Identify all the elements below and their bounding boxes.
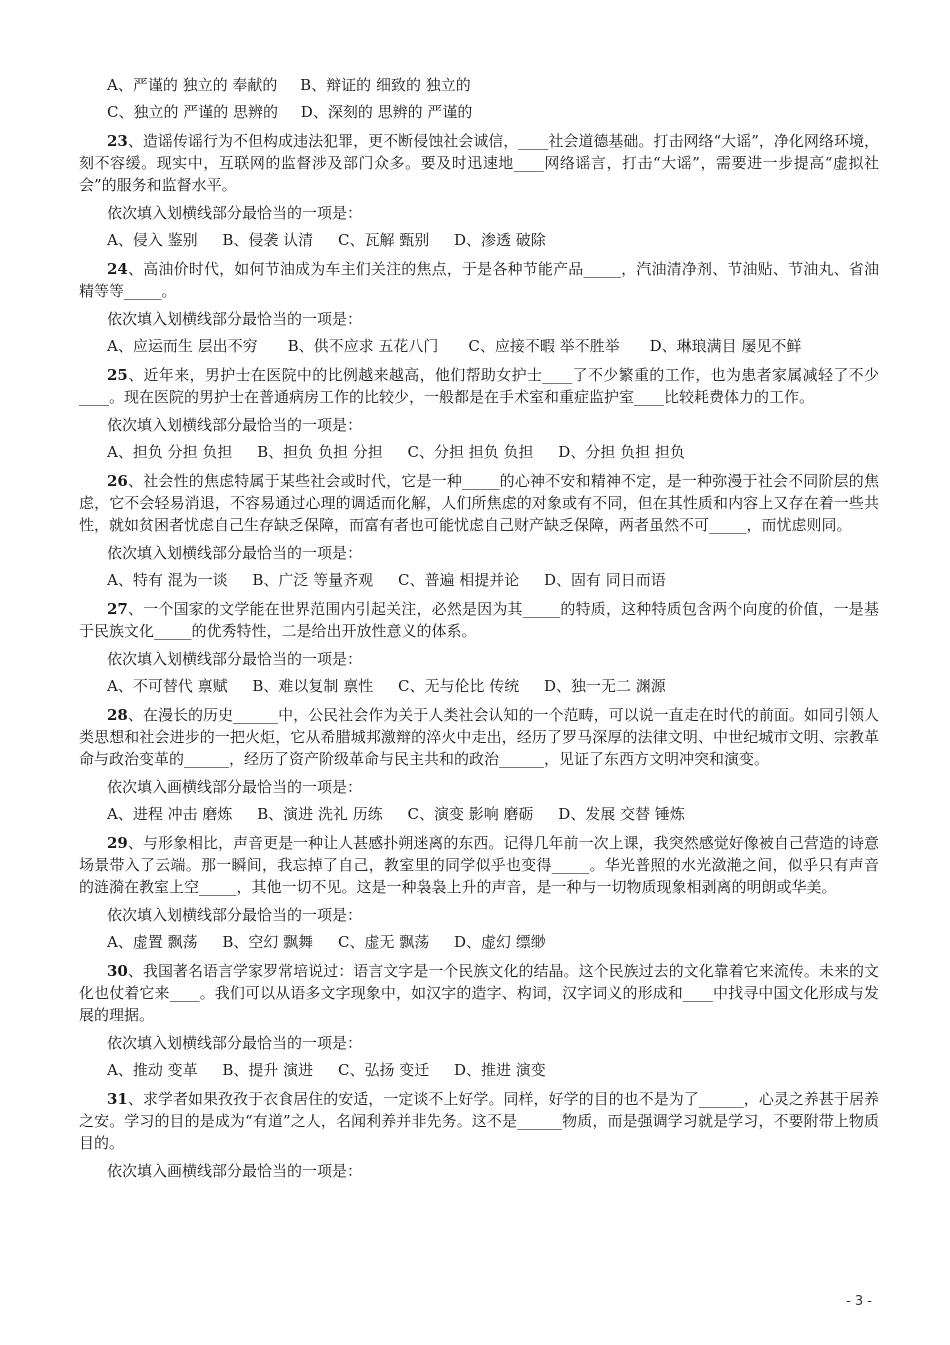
option-d: D、分担 负担 担负 — [558, 443, 685, 461]
option-c: C、虚无 飘荡 — [337, 933, 430, 951]
option-d: D、深刻的 思辨的 严谨的 — [300, 103, 473, 121]
question-number: 25 — [107, 366, 128, 384]
option-b: B、广泛 等量齐观 — [252, 571, 374, 589]
question-prompt: 依次填入画横线部分最恰当的一项是： — [107, 1162, 363, 1180]
option-d: D、固有 同日而语 — [544, 571, 666, 589]
option-a: A、担负 分担 负担 — [107, 443, 233, 461]
question-number: 23 — [107, 132, 128, 150]
question-prompt: 依次填入画横线部分最恰当的一项是： — [107, 778, 363, 796]
option-d: D、推进 演变 — [454, 1061, 546, 1079]
option-c: C、分担 担负 负担 — [407, 443, 534, 461]
option-b: B、演进 洗礼 历练 — [257, 805, 383, 823]
option-a: A、严谨的 独立的 奉献的 — [107, 76, 278, 94]
question-text: 、在漫长的历史______中，公民社会作为关于人类社会认知的一个范畴，可以说一直走在时代的前面。如同引领人类思想和社会进步的一把火炬，它从希腊城邦激辩的淬火中走出，经历了罗马深厚的法律文明、中世纪城市文明、宗教革命与政治变革的______，经历了资产阶级革命与民主共和的政治______，见证了东西方文明冲突和演变。 — [79, 706, 879, 768]
question-27 — [79, 598, 879, 642]
option-d: D、虚幻 缥缈 — [454, 933, 546, 951]
question-prompt: 依次填入划横线部分最恰当的一项是： — [107, 906, 363, 924]
question-prompt: 依次填入划横线部分最恰当的一项是： — [107, 1034, 363, 1052]
question-text: 、造谣传谣行为不但构成违法犯罪，更不断侵蚀社会诚信，____社会道德基础。打击网络“大谣”，净化网络环境，刻不容缓。现实中，互联网的监督涉及部门众多。要及时迅速地____网络谣言，打击“大谣”，需要进一步提高“虚拟社会”的服务和监督水平。 — [79, 132, 879, 194]
options-row — [107, 931, 879, 953]
question-prompt: 依次填入划横线部分最恰当的一项是： — [107, 310, 363, 328]
question-number: 29 — [107, 834, 128, 852]
question-25 — [79, 364, 879, 408]
question-text: 、社会性的焦虑特属于某些社会或时代，它是一种_____的心神不安和精神不定，是一种弥漫于社会不同阶层的焦虑，它不会轻易消退，不容易通过心理的调适而化解，人们所焦虑的对象或有不同，但在其性质和内容上又存在着一些共性，就如贫困者忧虑自己生存缺乏保障，而富有者也可能忧虑自己财产缺乏保障，两者虽然不可_____，而忧虑则同。 — [79, 472, 879, 534]
option-a: A、虚置 飘荡 — [107, 933, 198, 951]
question-text: 、与形象相比，声音更是一种让人甚感扑朔迷离的东西。记得几年前一次上课，我突然感觉好像被自己营造的诗意场景带入了云端。那一瞬间，我忘掉了自己，教室里的同学似乎也变得_____。华光普照的水光潋滟之间，似乎只有声音的涟漪在教室上空_____，其他一切不见。这是一种袅袅上升的声音，是一种与一切物质现象相剥离的明朗或华美。 — [79, 834, 879, 896]
question-number: 24 — [107, 260, 128, 278]
option-row — [107, 74, 879, 96]
option-b: B、难以复制 禀性 — [252, 677, 374, 695]
option-row — [107, 101, 879, 123]
question-prompt: 依次填入划横线部分最恰当的一项是： — [107, 650, 363, 668]
option-c: C、独立的 严谨的 思辨的 — [107, 103, 279, 121]
question-31 — [79, 1088, 879, 1154]
option-a: A、推动 变革 — [107, 1061, 198, 1079]
question-24 — [79, 258, 879, 302]
question-number: 27 — [107, 600, 128, 618]
option-a: A、不可替代 禀赋 — [107, 677, 228, 695]
question-prompt: 依次填入划横线部分最恰当的一项是： — [107, 204, 363, 222]
question-text: 、一个国家的文学能在世界范围内引起关注，必然是因为其_____的特质，这种特质包含两个向度的价值，一是基于民族文化_____的优秀特性，二是给出开放性意义的体系。 — [79, 600, 879, 640]
option-c: C、瓦解 甄别 — [337, 231, 430, 249]
option-c: C、无与伦比 传统 — [397, 677, 520, 695]
option-a: A、进程 冲击 磨炼 — [107, 805, 233, 823]
option-b: B、辩证的 细致的 独立的 — [300, 76, 471, 94]
options-row — [107, 803, 879, 825]
question-text: 、求学者如果孜孜于衣食居住的安适，一定谈不上好学。同样，好学的目的也不是为了______，心灵之养甚于居养之安。学习的目的是成为“有道”之人，名闻利养并非先务。这不是______物质，而是强调学习就是学习，不要附带上物质目的。 — [79, 1090, 879, 1152]
question-text: 、近年来，男护士在医院中的比例越来越高，他们帮助女护士____了不少繁重的工作，也为患者家属减轻了不少____。现在医院的男护士在普通病房工作的比较少，一般都是在手术室和重症监护室____比较耗费体力的工作。 — [79, 366, 879, 406]
option-b: B、担负 负担 分担 — [257, 443, 383, 461]
option-b: B、提升 演进 — [222, 1061, 314, 1079]
question-text: 、我国著名语言学家罗常培说过：语言文字是一个民族文化的结晶。这个民族过去的文化靠着它来流传。未来的文化也仗着它来____。我们可以从语多文字现象中，如汉字的造字、构词，汉字词义的形成和____中找寻中国文化形成与发展的理据。 — [79, 962, 879, 1024]
question-number: 26 — [107, 472, 128, 490]
option-c: C、普遍 相提并论 — [397, 571, 520, 589]
question-number: 28 — [107, 706, 128, 724]
question-number: 31 — [107, 1090, 128, 1108]
options-row — [107, 569, 879, 591]
page-number: - 3 - — [846, 1294, 872, 1309]
option-a: A、特有 混为一谈 — [107, 571, 228, 589]
options-row — [107, 1059, 879, 1081]
option-b: B、空幻 飘舞 — [222, 933, 314, 951]
question-text: 、高油价时代，如何节油成为车主们关注的焦点，于是各种节能产品_____，汽油清净剂、节油贴、节油丸、省油精等等_____。 — [79, 260, 879, 300]
question-26 — [79, 470, 879, 536]
options-row — [107, 229, 879, 251]
option-d: D、渗透 破除 — [454, 231, 546, 249]
option-c: C、弘扬 变迁 — [337, 1061, 430, 1079]
options-row — [107, 441, 879, 463]
question-prompt: 依次填入划横线部分最恰当的一项是： — [107, 544, 363, 562]
option-d: D、发展 交替 锤炼 — [558, 805, 685, 823]
document-page — [79, 74, 879, 1187]
question-30 — [79, 960, 879, 1026]
question-29 — [79, 832, 879, 898]
question-23 — [79, 130, 879, 196]
option-a: A、侵入 鉴别 — [107, 231, 198, 249]
options-row — [107, 675, 879, 697]
question-prompt: 依次填入划横线部分最恰当的一项是： — [107, 416, 363, 434]
options-wrapped: A、应运而生 层出不穷 B、供不应求 五花八门 C、应接不暇 举不胜举 D、琳琅满目 屡见不鲜 — [107, 337, 802, 355]
question-28 — [79, 704, 879, 770]
question-number: 30 — [107, 962, 128, 980]
option-d: D、独一无二 渊源 — [544, 677, 666, 695]
option-b: B、侵袭 认清 — [222, 231, 314, 249]
option-c: C、演变 影响 磨砺 — [407, 805, 534, 823]
